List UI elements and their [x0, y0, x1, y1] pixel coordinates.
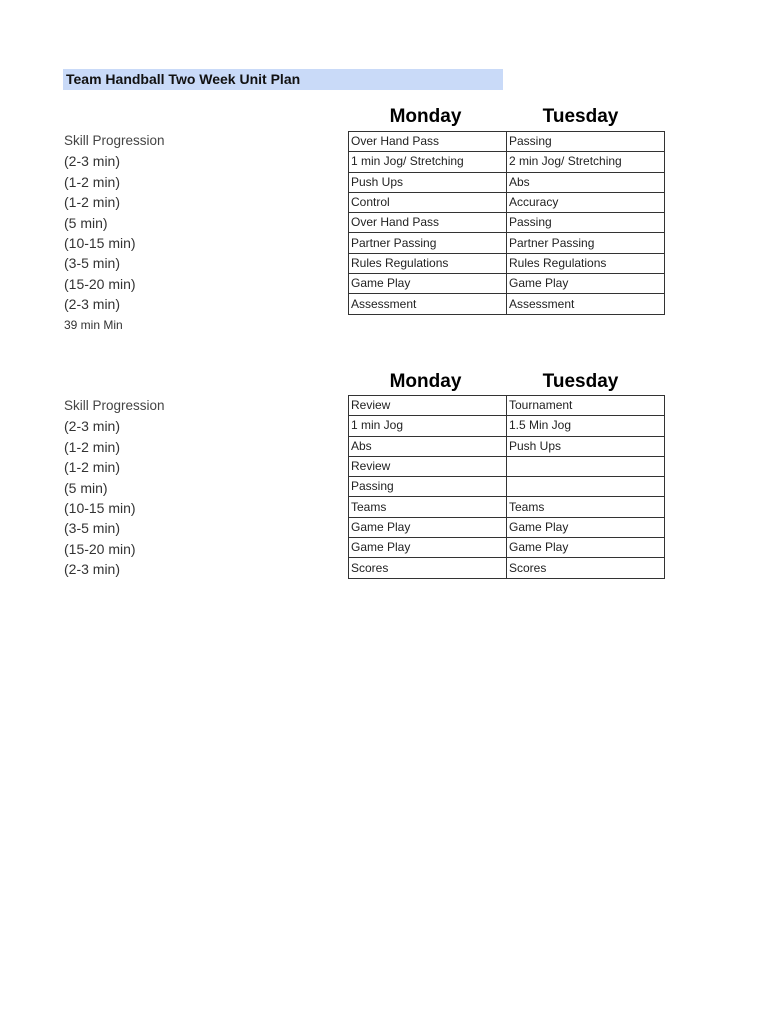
week1-label: (10-15 min): [64, 234, 136, 251]
week1-label: (1-2 min): [64, 173, 121, 190]
week2-cell: 1.5 Min Jog: [507, 416, 665, 436]
week1-cell: Assessment: [349, 294, 507, 314]
week1-cell: 2 min Jog/ Stretching: [507, 152, 665, 172]
week2-label: (2-3 min): [64, 418, 121, 435]
week2-cell: Game Play: [507, 538, 665, 558]
week2-cell: [507, 456, 665, 476]
week1-cell: Passing: [507, 132, 665, 152]
week1-cell: Partner Passing: [349, 233, 507, 253]
week1-cell: Control: [349, 192, 507, 212]
week2-cell: Abs: [349, 436, 507, 456]
week1-label: (3-5 min): [64, 255, 121, 272]
week2-cell: Teams: [507, 497, 665, 517]
table-row: [349, 436, 665, 456]
week1-cell: Game Play: [349, 274, 507, 294]
week1-label: (1-2 min): [64, 194, 121, 211]
week2-cell: [507, 477, 665, 497]
table-row: [349, 253, 665, 273]
week1-label: (15-20 min): [64, 275, 136, 292]
week2-cell: Game Play: [349, 538, 507, 558]
table-row: [349, 132, 665, 152]
week2-labels: [64, 396, 165, 580]
table-row: [349, 172, 665, 192]
week2-cell: Tournament: [507, 396, 665, 416]
week1-day-tuesday: Tuesday: [542, 106, 619, 127]
week2-label: Skill Progression: [64, 398, 165, 413]
week2-cell: Push Ups: [507, 436, 665, 456]
week2-cell: Scores: [507, 558, 665, 578]
week2-label: (1-2 min): [64, 438, 121, 455]
week2-cell: Teams: [349, 497, 507, 517]
week1-cell: Rules Regulations: [507, 253, 665, 273]
week1-labels: [64, 131, 165, 315]
week1-cell: Passing: [507, 213, 665, 233]
week2-cell: Review: [349, 396, 507, 416]
week1-cell: Partner Passing: [507, 233, 665, 253]
week1-total-note: 39 min Min: [64, 318, 123, 332]
table-row: [349, 192, 665, 212]
table-row: [349, 456, 665, 476]
week2-label: (10-15 min): [64, 499, 136, 516]
table-row: [349, 152, 665, 172]
table-row: [349, 213, 665, 233]
week2-day-tuesday: Tuesday: [542, 371, 619, 392]
week2-label: (1-2 min): [64, 459, 121, 476]
week2-cell: Game Play: [507, 517, 665, 537]
table-row: [349, 497, 665, 517]
table-row: [349, 416, 665, 436]
week2-cell: Game Play: [349, 517, 507, 537]
week1-cell: Over Hand Pass: [349, 132, 507, 152]
week1-label: Skill Progression: [64, 133, 165, 148]
week2-schedule-table: [348, 395, 665, 579]
table-row: [349, 477, 665, 497]
week2-cell: Review: [349, 456, 507, 476]
document-title: Team Handball Two Week Unit Plan: [63, 69, 503, 90]
week1-label: (5 min): [64, 214, 108, 231]
week1-cell: 1 min Jog/ Stretching: [349, 152, 507, 172]
table-row: [349, 294, 665, 314]
week2-label: (3-5 min): [64, 520, 121, 537]
week2-label: (2-3 min): [64, 561, 121, 578]
table-row: [349, 538, 665, 558]
week2-day-monday: Monday: [389, 371, 462, 392]
week1-cell: Abs: [507, 172, 665, 192]
table-row: [349, 396, 665, 416]
week1-cell: Push Ups: [349, 172, 507, 192]
week2-label: (5 min): [64, 479, 108, 496]
week1-label: (2-3 min): [64, 153, 121, 170]
table-row: [349, 233, 665, 253]
week2-cell: Passing: [349, 477, 507, 497]
week1-schedule-table: [348, 131, 665, 315]
week2-cell: 1 min Jog: [349, 416, 507, 436]
week2-cell: Scores: [349, 558, 507, 578]
week1-cell: Rules Regulations: [349, 253, 507, 273]
week1-label: (2-3 min): [64, 296, 121, 313]
week2-label: (15-20 min): [64, 540, 136, 557]
week1-day-monday: Monday: [389, 106, 462, 127]
week1-cell: Assessment: [507, 294, 665, 314]
week1-cell: Game Play: [507, 274, 665, 294]
table-row: [349, 558, 665, 578]
table-row: [349, 274, 665, 294]
week1-cell: Over Hand Pass: [349, 213, 507, 233]
table-row: [349, 517, 665, 537]
week1-cell: Accuracy: [507, 192, 665, 212]
